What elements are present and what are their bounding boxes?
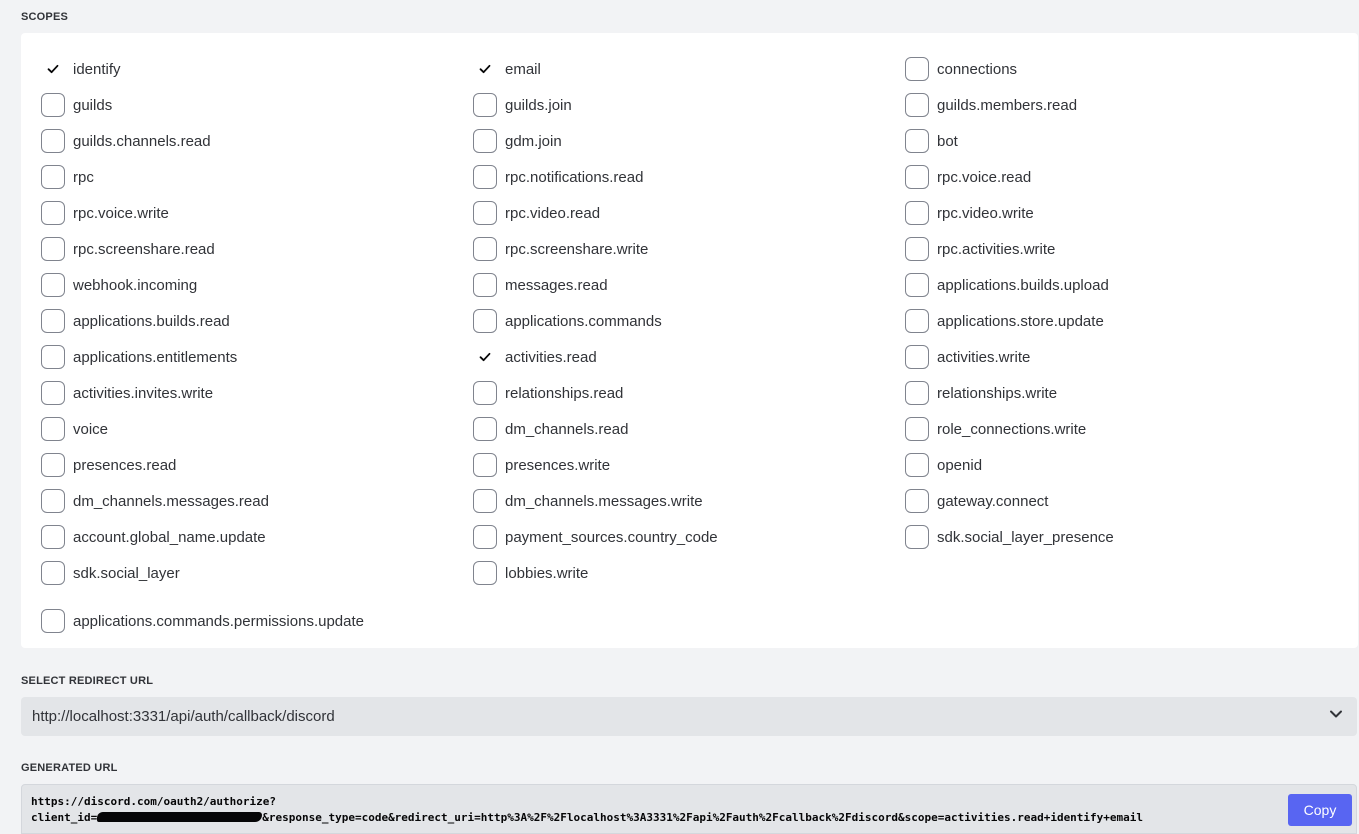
scope-label: guilds.members.read <box>937 96 1078 114</box>
scope-applications-store-update[interactable] <box>905 303 1337 339</box>
scope-label: presences.write <box>505 456 611 474</box>
scope-rpc-notifications-read[interactable] <box>473 159 905 195</box>
checkbox[interactable] <box>473 561 497 585</box>
scope-label: applications.commands.permissions.update <box>73 612 364 630</box>
scope-label: rpc.activities.write <box>937 240 1056 258</box>
checkbox[interactable] <box>905 381 929 405</box>
scope-rpc-screenshare-read[interactable] <box>41 231 473 267</box>
scope-label: connections <box>937 60 1018 78</box>
scope-label: dm_channels.messages.write <box>505 492 703 510</box>
checkbox[interactable] <box>41 129 65 153</box>
scope-grid <box>41 51 1337 630</box>
scope-messages-read[interactable] <box>473 267 905 303</box>
checkbox[interactable] <box>905 345 929 369</box>
scope-guilds-channels-read[interactable] <box>41 123 473 159</box>
scope-rpc[interactable] <box>41 159 473 195</box>
checkbox[interactable] <box>41 417 65 441</box>
checkbox[interactable] <box>473 201 497 225</box>
scope-label: gdm.join <box>505 132 562 150</box>
scope-label: relationships.write <box>937 384 1058 402</box>
checkbox-checked[interactable] <box>41 57 65 81</box>
scope-email[interactable] <box>473 51 905 87</box>
scope-applications-commands-permissions-update[interactable] <box>41 603 473 639</box>
scope-applications-builds-read[interactable] <box>41 303 473 339</box>
checkbox[interactable] <box>905 453 929 477</box>
scope-activities-read[interactable] <box>473 339 905 375</box>
scope-applications-commands[interactable] <box>473 303 905 339</box>
scope-label: webhook.incoming <box>73 276 198 294</box>
scopes-panel <box>21 33 1358 648</box>
scope-activities-write[interactable] <box>905 339 1337 375</box>
scope-connections[interactable] <box>905 51 1337 87</box>
scope-label: dm_channels.read <box>505 420 629 438</box>
scope-label: rpc <box>73 168 94 186</box>
checkbox[interactable] <box>41 525 65 549</box>
checkbox[interactable] <box>473 129 497 153</box>
scope-label: dm_channels.messages.read <box>73 492 269 510</box>
checkbox-checked[interactable] <box>473 345 497 369</box>
scope-label: applications.store.update <box>937 312 1104 330</box>
scope-webhook-incoming[interactable] <box>41 267 473 303</box>
scope-label: activities.invites.write <box>73 384 214 402</box>
checkbox[interactable] <box>41 273 65 297</box>
scope-sdk-social-layer-presence[interactable] <box>905 519 1337 555</box>
scope-openid[interactable] <box>905 447 1337 483</box>
scope-label: sdk.social_layer_presence <box>937 528 1114 546</box>
scope-label: sdk.social_layer <box>73 564 180 582</box>
checkbox[interactable] <box>473 93 497 117</box>
checkbox[interactable] <box>473 309 497 333</box>
scope-label: applications.builds.upload <box>937 276 1109 294</box>
checkbox[interactable] <box>905 93 929 117</box>
checkbox[interactable] <box>41 609 65 633</box>
checkbox[interactable] <box>905 57 929 81</box>
checkmark-icon <box>46 62 60 76</box>
scope-label: activities.read <box>505 348 597 366</box>
generated-url-text[interactable] <box>31 794 1281 826</box>
scope-gateway-connect[interactable] <box>905 483 1337 519</box>
checkbox[interactable] <box>473 165 497 189</box>
checkbox[interactable] <box>41 453 65 477</box>
generated-url-box <box>21 784 1357 834</box>
scope-label: account.global_name.update <box>73 528 266 546</box>
checkbox[interactable] <box>905 525 929 549</box>
checkbox[interactable] <box>905 273 929 297</box>
checkbox[interactable] <box>41 345 65 369</box>
scope-label: rpc.voice.read <box>937 168 1032 186</box>
scope-guilds-join[interactable] <box>473 87 905 123</box>
scope-rpc-video-write[interactable] <box>905 195 1337 231</box>
scope-rpc-voice-read[interactable] <box>905 159 1337 195</box>
scope-label: applications.entitlements <box>73 348 238 366</box>
url-query-rest: &response_type=code&redirect_uri=http%3A%2F%2Flocalhost%3A3331%2Fapi%2Fauth%2Fcallback%2Fdiscord&scope=activities.read+identify+email <box>262 811 1144 824</box>
scopes-heading: SCOPES <box>21 11 69 23</box>
scope-rpc-screenshare-write[interactable] <box>473 231 905 267</box>
scope-label: relationships.read <box>505 384 624 402</box>
grid-spacer <box>905 555 1337 591</box>
checkbox[interactable] <box>905 309 929 333</box>
checkbox[interactable] <box>41 561 65 585</box>
checkbox-checked[interactable] <box>473 57 497 81</box>
scope-identify[interactable] <box>41 51 473 87</box>
scope-rpc-voice-write[interactable] <box>41 195 473 231</box>
scope-rpc-activities-write[interactable] <box>905 231 1337 267</box>
scope-voice[interactable] <box>41 411 473 447</box>
scope-dm-channels-messages-write[interactable] <box>473 483 905 519</box>
redirect-url-value: http://localhost:3331/api/auth/callback/discord <box>32 708 335 725</box>
scope-relationships-read[interactable] <box>473 375 905 411</box>
scope-label: applications.builds.read <box>73 312 230 330</box>
scope-gdm-join[interactable] <box>473 123 905 159</box>
scope-dm-channels-messages-read[interactable] <box>41 483 473 519</box>
redirect-url-heading: SELECT REDIRECT URL <box>21 675 154 687</box>
scope-label: guilds <box>73 96 113 114</box>
scope-label: bot <box>937 132 958 150</box>
checkbox[interactable] <box>41 237 65 261</box>
scope-applications-builds-upload[interactable] <box>905 267 1337 303</box>
scope-payment-sources-country-code[interactable] <box>473 519 905 555</box>
checkbox[interactable] <box>905 489 929 513</box>
scope-label: payment_sources.country_code <box>505 528 718 546</box>
checkbox[interactable] <box>905 201 929 225</box>
scope-label: rpc.voice.write <box>73 204 169 222</box>
scope-account-global-name-update[interactable] <box>41 519 473 555</box>
scope-presences-read[interactable] <box>41 447 473 483</box>
url-client-id-label: client_id= <box>31 811 98 824</box>
url-line-1: https://discord.com/oauth2/authorize? <box>31 795 277 808</box>
scope-label: rpc.video.read <box>505 204 601 222</box>
checkbox[interactable] <box>473 237 497 261</box>
scope-relationships-write[interactable] <box>905 375 1337 411</box>
scope-lobbies-write[interactable] <box>473 555 905 591</box>
checkbox[interactable] <box>473 525 497 549</box>
scope-role-connections-write[interactable] <box>905 411 1337 447</box>
scope-activities-invites-write[interactable] <box>41 375 473 411</box>
scope-label: rpc.screenshare.write <box>505 240 649 258</box>
scope-label: guilds.join <box>505 96 572 114</box>
checkbox[interactable] <box>473 273 497 297</box>
scope-label: presences.read <box>73 456 177 474</box>
checkbox[interactable] <box>473 453 497 477</box>
scope-label: gateway.connect <box>937 492 1049 510</box>
scope-label: rpc.screenshare.read <box>73 240 215 258</box>
scope-label: applications.commands <box>505 312 662 330</box>
scope-presences-write[interactable] <box>473 447 905 483</box>
checkbox[interactable] <box>905 417 929 441</box>
scope-label: activities.write <box>937 348 1031 366</box>
scope-applications-entitlements[interactable] <box>41 339 473 375</box>
checkbox[interactable] <box>473 417 497 441</box>
scope-rpc-video-read[interactable] <box>473 195 905 231</box>
chevron-down-icon <box>1326 704 1346 729</box>
scope-label: rpc.video.write <box>937 204 1034 222</box>
checkbox[interactable] <box>473 489 497 513</box>
checkbox[interactable] <box>41 489 65 513</box>
checkbox[interactable] <box>41 165 65 189</box>
scope-label: voice <box>73 420 109 438</box>
checkmark-icon <box>478 350 492 364</box>
scope-sdk-social-layer[interactable] <box>41 555 473 591</box>
checkbox[interactable] <box>905 129 929 153</box>
checkbox[interactable] <box>41 309 65 333</box>
scope-bot[interactable] <box>905 123 1337 159</box>
scope-label: rpc.notifications.read <box>505 168 644 186</box>
redirect-url-select[interactable] <box>21 697 1357 736</box>
scope-guilds[interactable] <box>41 87 473 123</box>
checkmark-icon <box>478 62 492 76</box>
scope-label: openid <box>937 456 983 474</box>
scope-dm-channels-read[interactable] <box>473 411 905 447</box>
copy-button[interactable]: Copy <box>1288 794 1352 826</box>
scope-label: guilds.channels.read <box>73 132 211 150</box>
scope-label: identify <box>73 60 121 78</box>
checkbox[interactable] <box>41 381 65 405</box>
checkbox[interactable] <box>473 381 497 405</box>
scope-label: email <box>505 60 541 78</box>
checkbox[interactable] <box>905 165 929 189</box>
scope-label: messages.read <box>505 276 608 294</box>
scope-label: role_connections.write <box>937 420 1087 438</box>
generated-url-heading: GENERATED URL <box>21 762 118 774</box>
checkbox[interactable] <box>905 237 929 261</box>
redacted-client-id <box>97 812 262 822</box>
checkbox[interactable] <box>41 93 65 117</box>
scope-label: lobbies.write <box>505 564 589 582</box>
checkbox[interactable] <box>41 201 65 225</box>
scope-guilds-members-read[interactable] <box>905 87 1337 123</box>
